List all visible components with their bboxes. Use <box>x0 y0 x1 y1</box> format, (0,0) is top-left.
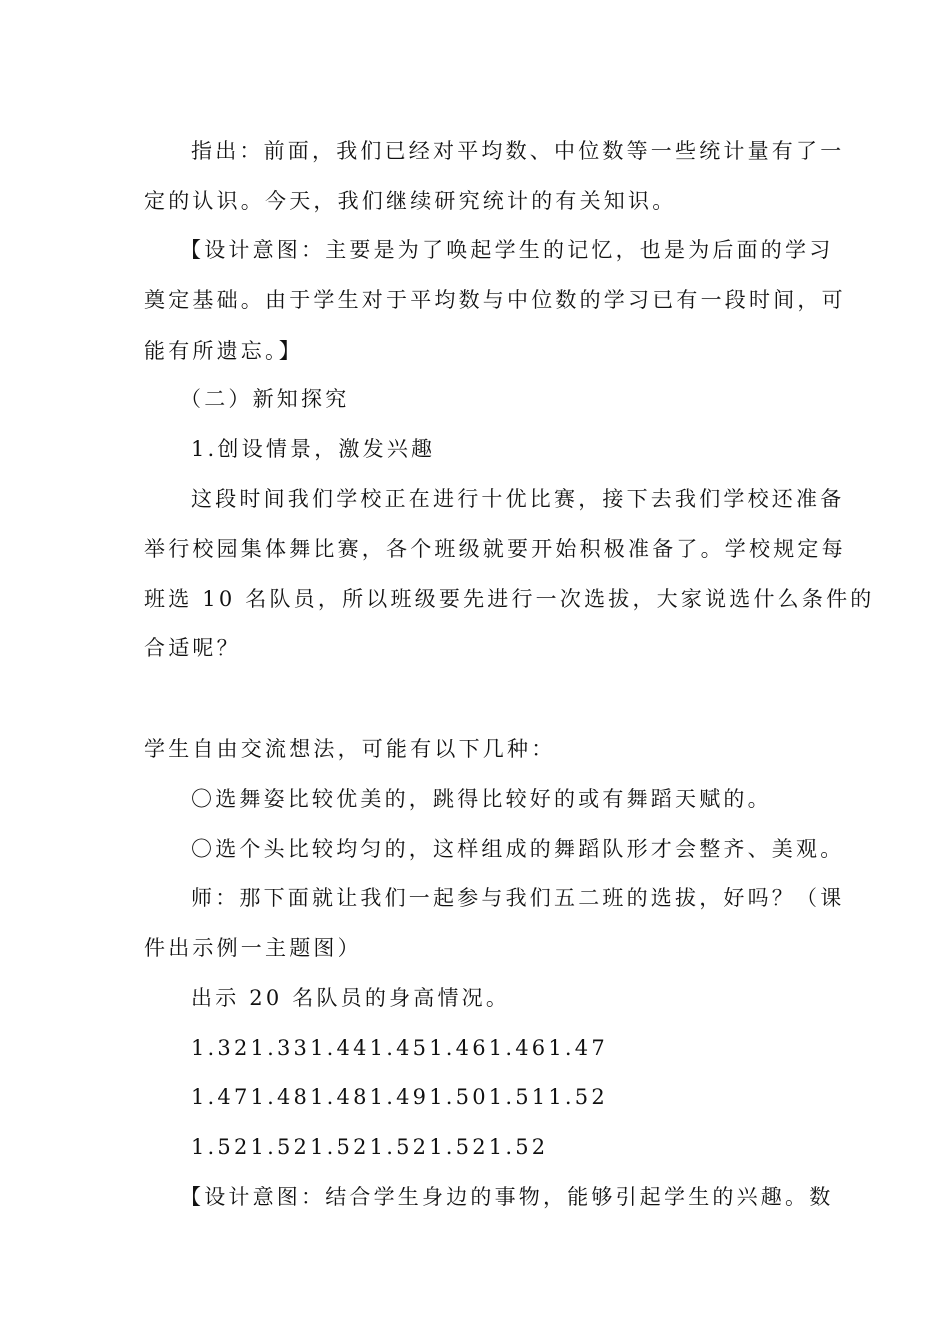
paragraph-line: 奠定基础。由于学生对于平均数与中位数的学习已有一段时间，可 <box>144 288 846 312</box>
paragraph-line: 班选 10 名队员，所以班级要先进行一次选拔，大家说选什么条件的 <box>144 587 875 611</box>
paragraph-line: 出示 20 名队员的身高情况。 <box>191 986 511 1010</box>
paragraph-line: 能有所遗忘。】 <box>144 339 303 363</box>
data-line: 1.471.481.481.491.501.511.52 <box>191 1085 608 1109</box>
paragraph-line: 举行校园集体舞比赛，各个班级就要开始积极准备了。学校规定每 <box>144 537 846 561</box>
paragraph-line: 学生自由交流想法，可能有以下几种： <box>144 737 556 761</box>
subsection-heading: 1.创设情景，激发兴趣 <box>191 437 436 461</box>
paragraph-line: 合适呢？ <box>144 636 241 660</box>
paragraph-line: 指出：前面，我们已经对平均数、中位数等一些统计量有了一 <box>191 139 845 163</box>
paragraph-line: 师：那下面就让我们一起参与我们五二班的选拔，好吗？（课 <box>191 886 845 910</box>
list-item: 〇选个头比较均匀的，这样组成的舞蹈队形才会整齐、美观。 <box>191 837 845 861</box>
data-line: 1.321.331.441.451.461.461.47 <box>191 1036 608 1060</box>
paragraph-line: 【设计意图：结合学生身边的事物，能够引起学生的兴趣。数 <box>180 1185 834 1209</box>
list-item: 〇选舞姿比较优美的，跳得比较好的或有舞蹈天赋的。 <box>191 787 772 811</box>
data-line: 1.521.521.521.521.521.52 <box>191 1135 549 1159</box>
paragraph-line: 【设计意图：主要是为了唤起学生的记忆，也是为后面的学习 <box>180 238 834 262</box>
paragraph-line: 件出示例一主题图） <box>144 936 362 960</box>
paragraph-line: 这段时间我们学校正在进行十优比赛，接下去我们学校还准备 <box>191 487 845 511</box>
paragraph-line: 定的认识。今天，我们继续研究统计的有关知识。 <box>144 189 677 213</box>
section-heading: （二）新知探究 <box>180 387 350 411</box>
